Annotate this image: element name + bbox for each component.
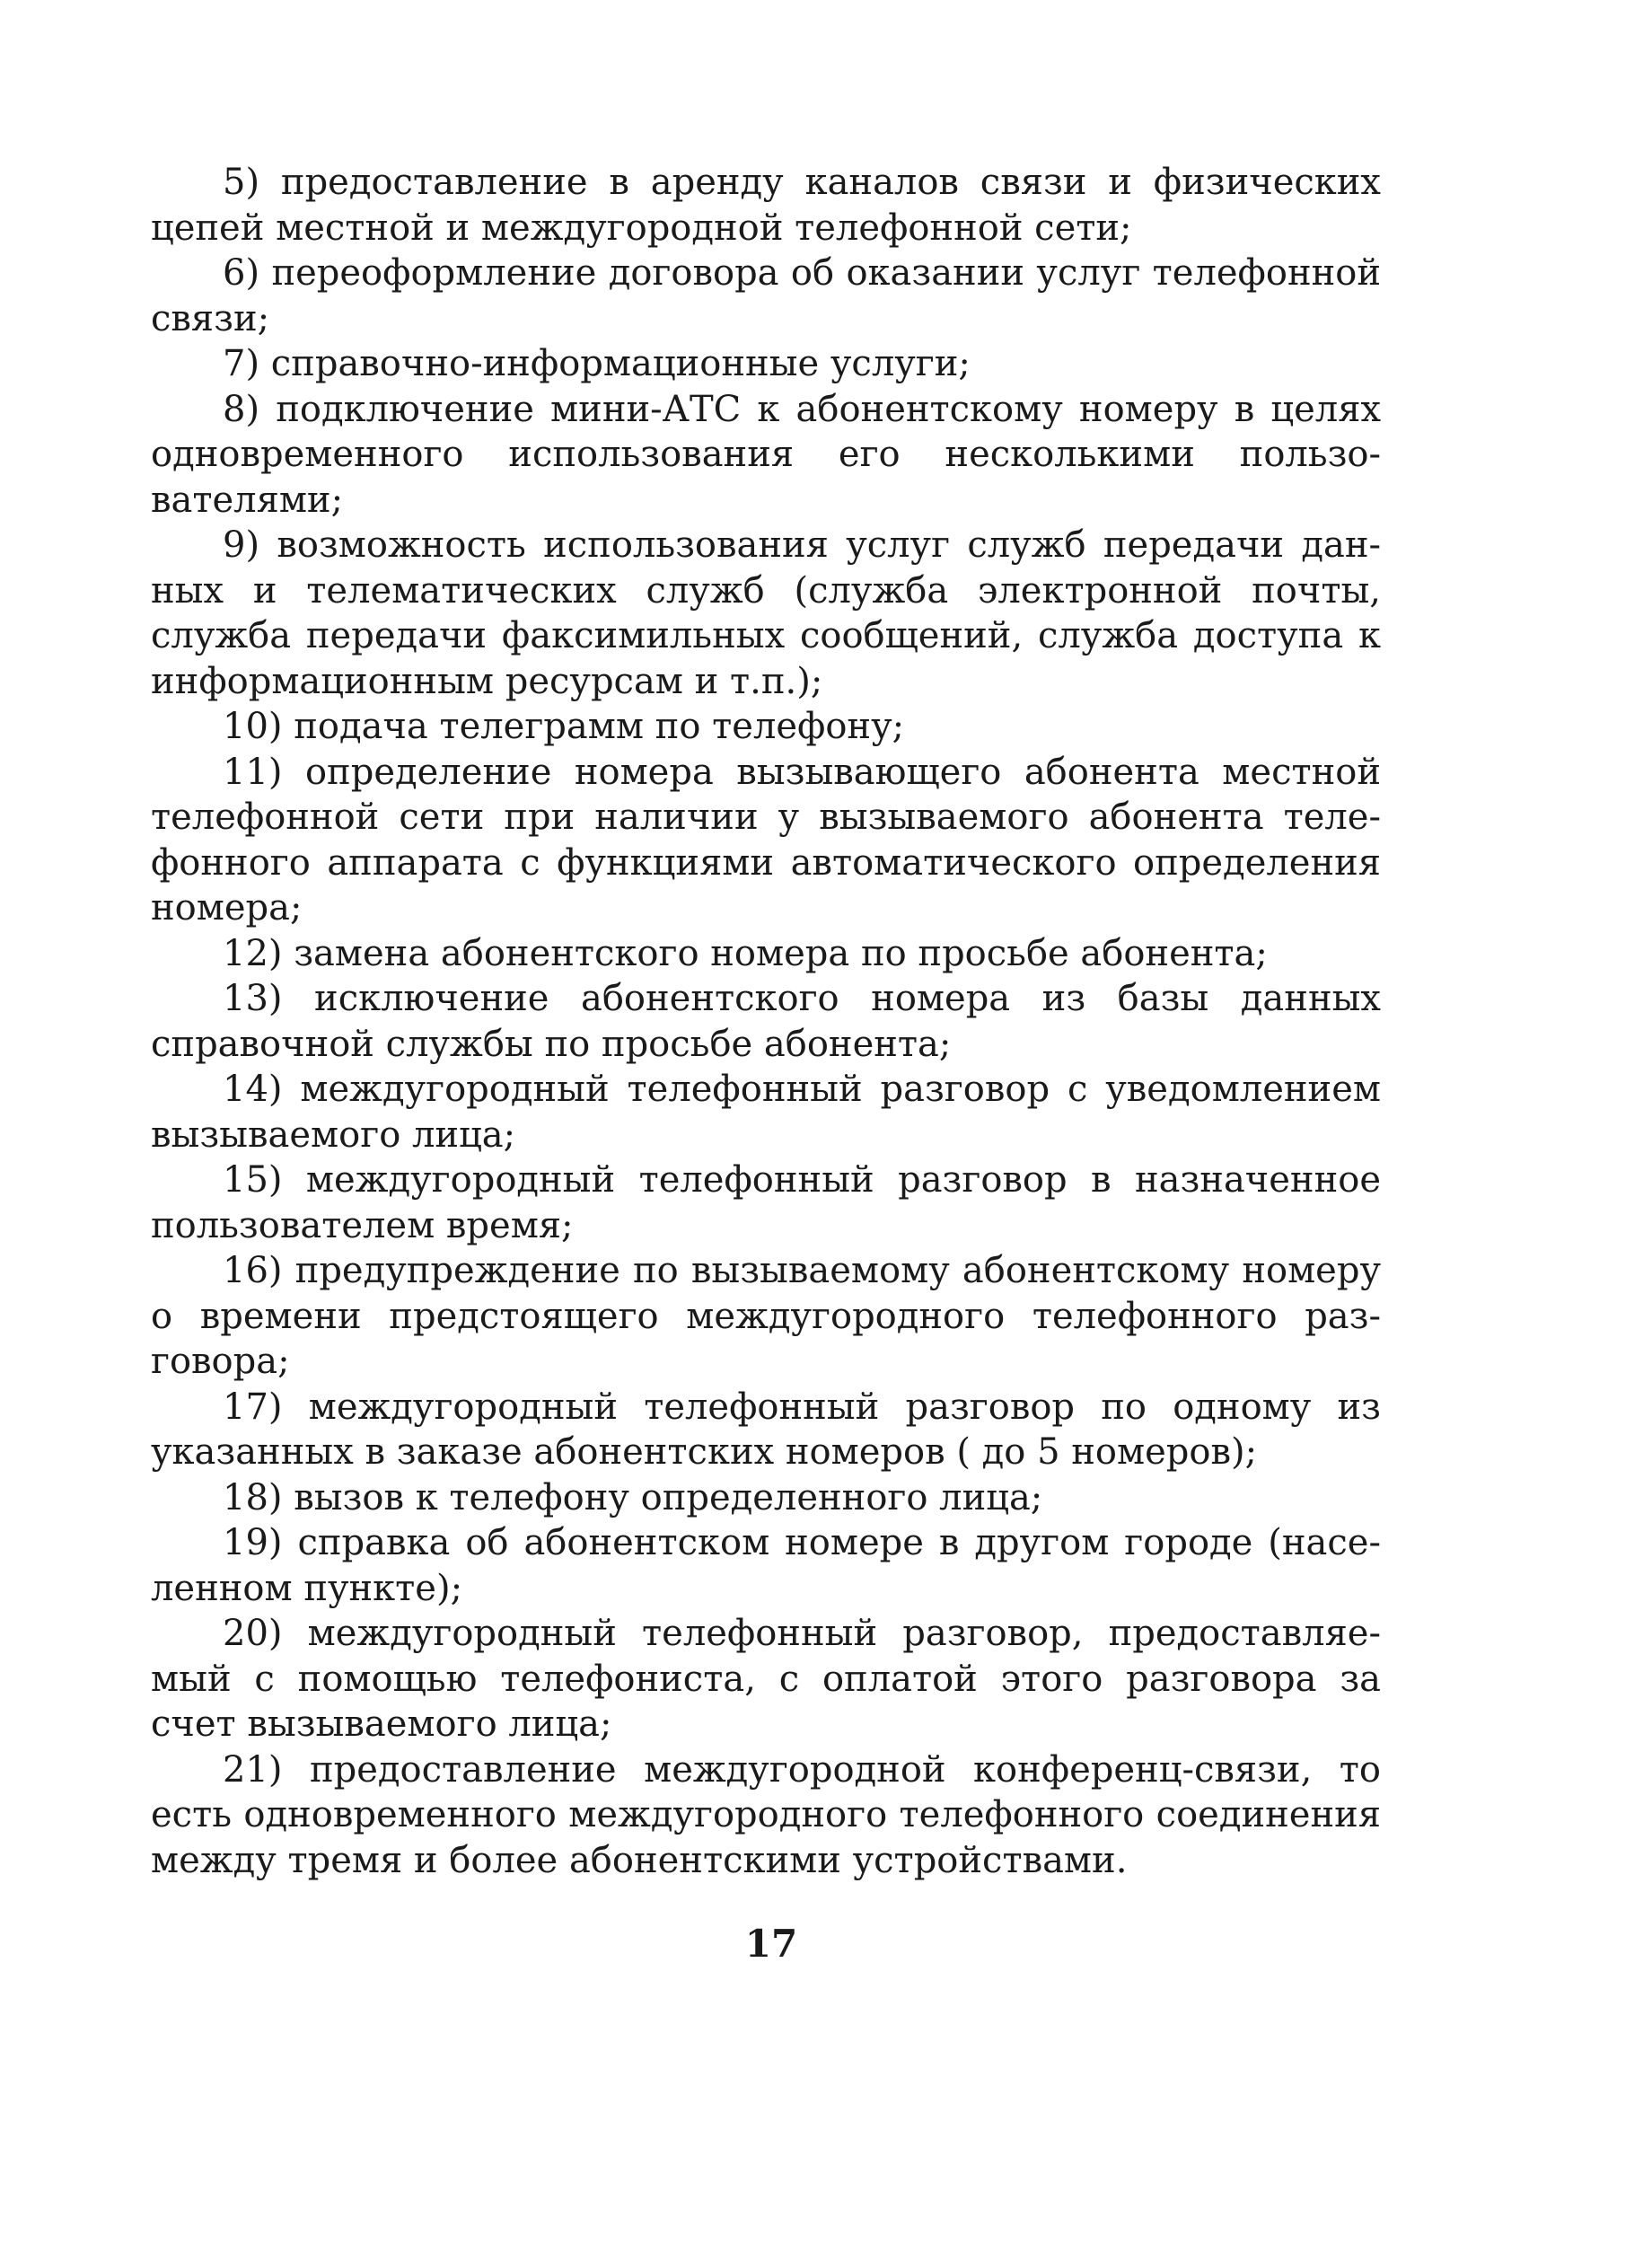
service-list bbox=[151, 160, 1381, 1883]
list-item: 11) определение номера вызывающего абонента местной телефонной сети при наличии у вызываемого абонента телефонного аппарата с функциями автоматического определения номера; bbox=[151, 751, 1381, 928]
list-item: 20) междугородный телефонный разговор, предоставляемый с помощью телефониста, с оплатой этого разговора за счет вызываемого лица; bbox=[151, 1613, 1381, 1745]
page-number: 17 bbox=[744, 1922, 798, 1966]
list-item: 9) возможность использования услуг служб передачи данных и телематических служб (служба электронной почты, служба передачи факсимильных сообщений, служба доступа к информационным ресурсам и т.п.); bbox=[151, 524, 1381, 702]
list-item: 13) исключение абонентского номера из базы данных справочной службы по просьбе абонента; bbox=[151, 978, 1381, 1065]
list-item: 10) подача телеграмм по телефону; bbox=[223, 706, 905, 747]
list-item: 19) справка об абонентском номере в другом городе (населенном пункте); bbox=[151, 1522, 1381, 1609]
list-item: 14) междугородный телефонный разговор с уведомлением вызываемого лица; bbox=[151, 1069, 1381, 1156]
list-item: 5) предоставление в аренду каналов связи и физических цепей местной и междугородной телефонной сети; bbox=[151, 162, 1381, 249]
list-item: 12) замена абонентского номера по просьбе абонента; bbox=[223, 932, 1268, 974]
list-item: 8) подключение мини-АТС к абонентскому номеру в целях одновременного использования его несколькими пользователями; bbox=[151, 388, 1381, 521]
list-item: 16) предупреждение по вызываемому абонентскому номеру о времени предстоящего междугородного телефонного разговора; bbox=[151, 1250, 1381, 1382]
list-item: 7) справочно-информационные услуги; bbox=[223, 343, 971, 384]
list-item: 18) вызов к телефону определенного лица; bbox=[223, 1476, 1043, 1518]
list-item: 15) междугородный телефонный разговор в назначенное пользователем время; bbox=[151, 1159, 1381, 1246]
list-item: 6) переоформление договора об оказании услуг телефонной связи; bbox=[151, 252, 1381, 339]
list-item: 17) междугородный телефонный разговор по одному из указанных в заказе абонентских номеров ( до 5 номеров); bbox=[151, 1386, 1381, 1473]
list-item: 21) предоставление междугородной конференц-связи, то есть одновременного междугородного телефонного соединения между тремя и более абонентскими устройствами. bbox=[151, 1748, 1381, 1881]
